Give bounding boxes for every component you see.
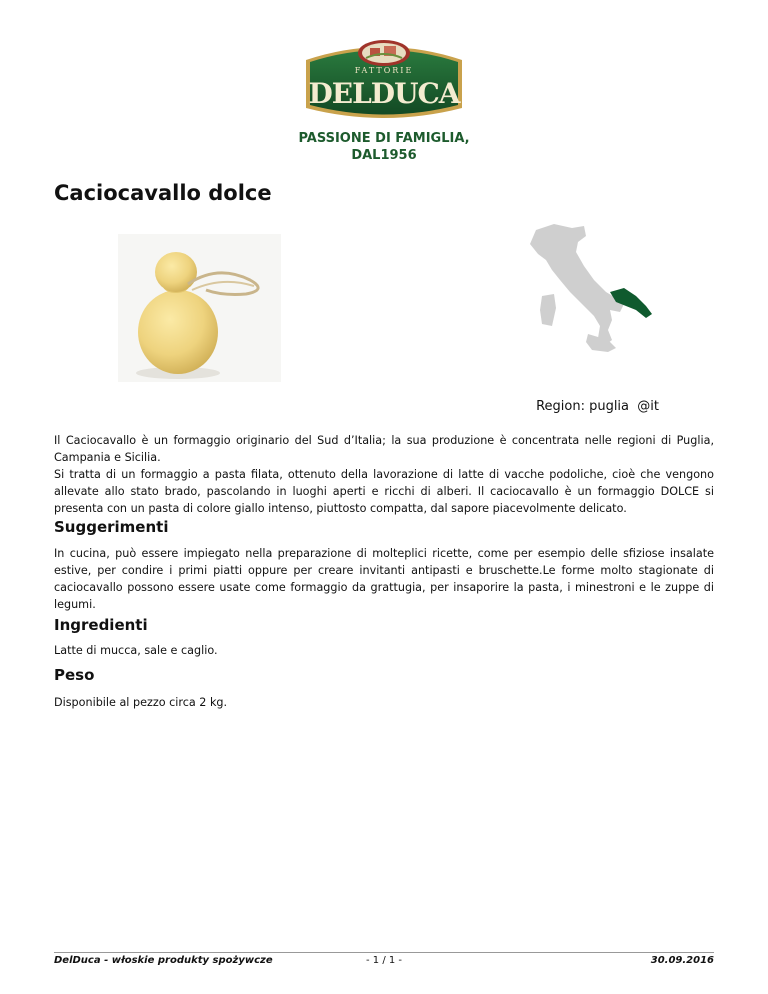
region-locale: @it xyxy=(637,399,659,414)
suggerimenti-body xyxy=(54,545,714,613)
footer-company: DelDuca - włoskie produkty spożywcze xyxy=(54,955,273,966)
ingredienti-heading: Ingredienti xyxy=(54,616,148,634)
delduca-logo xyxy=(300,36,468,122)
product-title: Caciocavallo dolce xyxy=(54,181,272,205)
tagline-line2: DAL1956 xyxy=(351,148,417,163)
suggerimenti-section xyxy=(54,518,714,536)
region-label: Region: puglia xyxy=(536,399,630,414)
footer-page-number: - 1 / 1 - xyxy=(365,955,403,966)
italy-region-map-icon xyxy=(524,222,654,360)
region-info xyxy=(0,399,659,414)
suggerimenti-text: In cucina, può essere impiegato nella preparazione di molteplici ricette, come per esempio delle sfiziose insalate estive, per condire i primi piatti oppure per creare invitanti antipasti e bruschette.Le forme molto stagionate di caciocavallo possono essere usate come formaggio da grattugia, per insaporire la pasta, i minestroni e le zuppe di legumi. xyxy=(54,547,714,611)
footer-divider xyxy=(54,952,714,953)
brand-tagline xyxy=(234,130,534,164)
tagline-line1: PASSIONE DI FAMIGLIA, xyxy=(298,131,470,146)
peso-heading: Peso xyxy=(54,666,95,684)
logo-subtitle: FATTORIE xyxy=(354,66,414,75)
ingredienti-body xyxy=(54,642,714,659)
peso-section xyxy=(54,666,714,684)
footer-date: 30.09.2016 xyxy=(650,955,714,966)
description-paragraph-1: Il Caciocavallo è un formaggio originario del Sud d’Italia; la sua produzione è concentrata nelle regioni di Puglia, Campania e Sicilia. xyxy=(54,434,714,464)
suggerimenti-heading: Suggerimenti xyxy=(54,518,169,536)
logo-wordmark: DELDUCA xyxy=(308,77,460,110)
description-paragraph-2: Si tratta di un formaggio a pasta filata, ottenuto della lavorazione di latte di vacche podoliche, cioè che vengono allevate allo stato brado, pascolando in luoghi aperti e ricchi di alberi. Il caciocavallo è un formaggio DOLCE si presenta con un pasta di colore giallo intenso, piuttosto compatta, dal sapore piacevolmente delicato. xyxy=(54,468,714,515)
peso-body xyxy=(54,694,714,711)
cheese-photo-icon xyxy=(118,234,281,382)
product-description xyxy=(54,432,714,517)
ingredienti-section xyxy=(54,616,714,634)
peso-text: Disponibile al pezzo circa 2 kg. xyxy=(54,696,228,709)
ingredienti-text: Latte di mucca, sale e caglio. xyxy=(54,644,218,657)
